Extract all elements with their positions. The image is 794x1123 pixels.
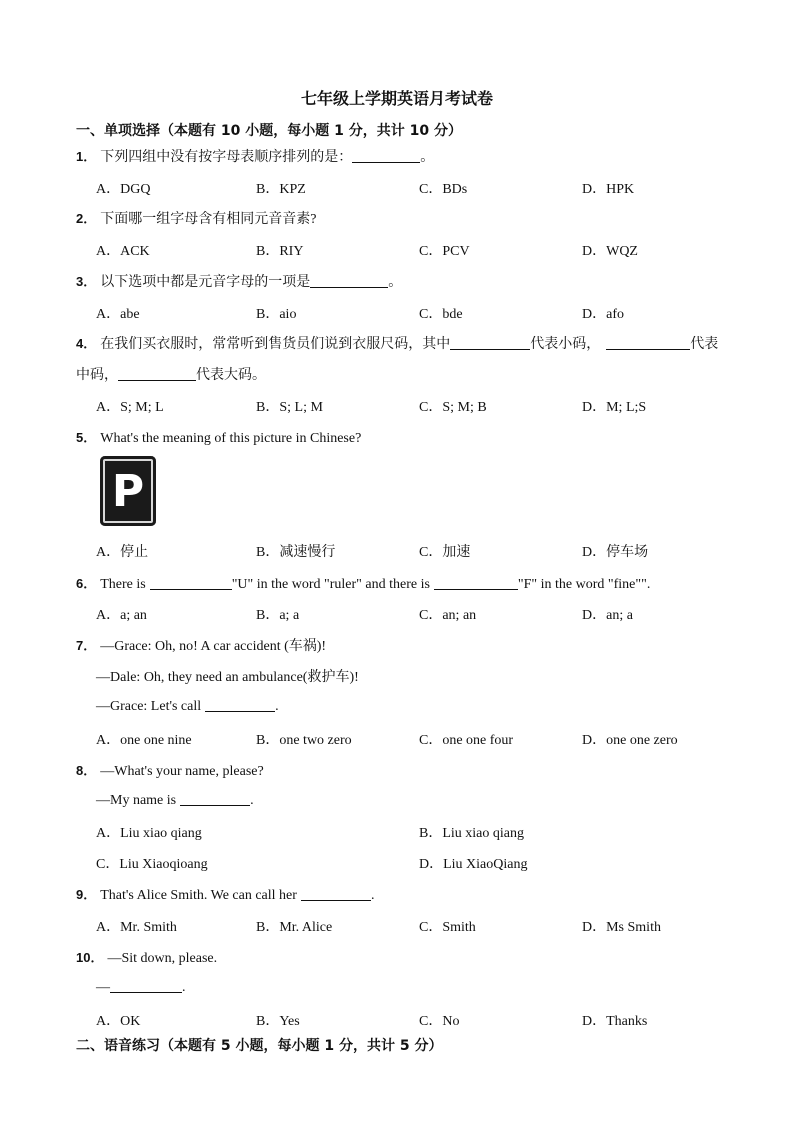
option-b: B．RIY bbox=[256, 244, 304, 259]
question-text: —Grace: Let's call bbox=[96, 699, 202, 714]
option-b: B．KPZ bbox=[256, 182, 306, 197]
answer-blank bbox=[434, 575, 518, 590]
question-number: 5． bbox=[76, 430, 97, 445]
option-b: B．Liu xiao qiang bbox=[419, 826, 524, 841]
answer-blank bbox=[310, 273, 388, 288]
question-text: 代表小码， bbox=[530, 337, 601, 352]
option-c: C．an; an bbox=[419, 608, 477, 623]
option-b: B．a; a bbox=[256, 608, 300, 623]
answer-blank bbox=[118, 366, 196, 381]
question-number: 6． bbox=[76, 576, 97, 591]
option-b: B．aio bbox=[256, 307, 297, 322]
option-c: C．PCV bbox=[419, 244, 470, 259]
question-number: 9． bbox=[76, 887, 97, 902]
question-5 bbox=[76, 427, 361, 447]
section-heading-2: 二、语音练习（本题有 5 小题，每小题 1 分，共计 5 分） bbox=[76, 1038, 443, 1054]
answer-blank bbox=[352, 148, 420, 163]
option-a: A．Mr. Smith bbox=[96, 920, 177, 935]
question-number: 10． bbox=[76, 950, 104, 965]
question-7 bbox=[76, 635, 326, 655]
question-number: 4． bbox=[76, 336, 97, 351]
option-b: B．Yes bbox=[256, 1014, 300, 1029]
section-heading-1: 一、单项选择（本题有 10 小题，每小题 1 分，共计 10 分） bbox=[76, 123, 462, 139]
question-text: That's Alice Smith. We can call her bbox=[100, 888, 297, 903]
question-end: 。 bbox=[388, 275, 403, 290]
question-3 bbox=[76, 271, 402, 291]
dialogue-line bbox=[96, 791, 254, 809]
question-text: "F" in the word "fine"". bbox=[517, 577, 651, 592]
option-d: D．afo bbox=[582, 307, 624, 322]
option-c: C．No bbox=[419, 1014, 460, 1029]
question-end: . bbox=[182, 980, 186, 995]
option-c: C．S; M; B bbox=[419, 400, 487, 415]
option-c: C．Smith bbox=[419, 920, 476, 935]
answer-blank bbox=[150, 575, 232, 590]
option-c: C．one one four bbox=[419, 733, 514, 748]
option-d: D．M; L;S bbox=[582, 400, 647, 415]
question-end: 。 bbox=[420, 150, 435, 165]
question-10 bbox=[76, 947, 217, 967]
option-b: B．减速慢行 bbox=[256, 545, 336, 560]
option-c: C．加速 bbox=[419, 545, 471, 560]
answer-blank bbox=[180, 791, 250, 806]
option-a: A．S; M; L bbox=[96, 400, 164, 415]
option-a: A．OK bbox=[96, 1014, 141, 1029]
question-6 bbox=[76, 573, 650, 593]
question-number: 2． bbox=[76, 211, 97, 226]
answer-blank bbox=[205, 697, 275, 712]
question-number: 7． bbox=[76, 638, 97, 653]
answer-blank bbox=[606, 335, 690, 350]
page-title: 七年级上学期英语月考试卷 bbox=[300, 89, 493, 108]
option-d: D．WQZ bbox=[582, 244, 638, 259]
question-text: 以下选项中都是元音字母的一项是 bbox=[100, 275, 311, 290]
question-1 bbox=[76, 146, 434, 166]
question-text: There is bbox=[100, 577, 146, 592]
option-a: A．Liu xiao qiang bbox=[96, 826, 202, 841]
question-text: —What's your name, please? bbox=[100, 764, 264, 779]
dialogue-line bbox=[96, 978, 186, 996]
question-end: . bbox=[275, 699, 279, 714]
option-d: D．an; a bbox=[582, 608, 633, 623]
option-d: D．Liu XiaoQiang bbox=[419, 857, 528, 872]
option-c: C．bde bbox=[419, 307, 463, 322]
question-4-continued bbox=[76, 364, 266, 384]
answer-blank bbox=[301, 886, 371, 901]
option-a: A．DGQ bbox=[96, 182, 151, 197]
question-2 bbox=[76, 208, 316, 228]
dialogue-line bbox=[96, 697, 279, 715]
option-b: B．Mr. Alice bbox=[256, 920, 333, 935]
dialogue-line: —Dale: Oh, they need an ambulance(救护车)! bbox=[96, 670, 359, 685]
question-text: 中码， bbox=[76, 368, 118, 383]
option-b: B．S; L; M bbox=[256, 400, 323, 415]
question-number: 1． bbox=[76, 149, 97, 164]
parking-sign-image: P bbox=[100, 456, 156, 526]
question-end: . bbox=[370, 888, 375, 903]
question-8 bbox=[76, 760, 264, 780]
option-a: A．one one nine bbox=[96, 733, 192, 748]
option-b: B．one two zero bbox=[256, 733, 352, 748]
question-text: —Grace: Oh, no! A car accident (车祸)! bbox=[100, 639, 327, 654]
option-d: D．停车场 bbox=[582, 545, 649, 560]
option-d: D．Thanks bbox=[582, 1014, 648, 1029]
question-text: What's the meaning of this picture in Chinese? bbox=[100, 431, 362, 446]
answer-blank bbox=[450, 335, 530, 350]
question-text: "U" in the word "ruler" and there is bbox=[231, 577, 430, 592]
question-number: 8． bbox=[76, 763, 97, 778]
answer-blank bbox=[110, 978, 182, 993]
question-text: —Sit down, please. bbox=[107, 951, 218, 966]
option-a: A．停止 bbox=[96, 545, 149, 560]
option-c: C．Liu Xiaoqioang bbox=[96, 857, 208, 872]
option-d: D．Ms Smith bbox=[582, 920, 661, 935]
option-a: A．abe bbox=[96, 307, 140, 322]
question-4 bbox=[76, 333, 718, 353]
question-text: —My name is bbox=[96, 793, 177, 808]
option-a: A．a; an bbox=[96, 608, 147, 623]
question-text: 代表 bbox=[690, 337, 719, 352]
question-end: . bbox=[250, 793, 254, 808]
option-c: C．BDs bbox=[419, 182, 468, 197]
question-text: 下面哪一组字母含有相同元音音素? bbox=[100, 212, 317, 227]
question-9 bbox=[76, 884, 374, 904]
question-number: 3． bbox=[76, 274, 97, 289]
question-text: — bbox=[96, 980, 110, 995]
question-text: 在我们买衣服时，常常听到售货员们说到衣服尺码，其中 bbox=[100, 337, 451, 352]
option-d: D．HPK bbox=[582, 182, 635, 197]
option-d: D．one one zero bbox=[582, 733, 678, 748]
option-a: A．ACK bbox=[96, 244, 150, 259]
question-text: 代表大码。 bbox=[196, 368, 266, 383]
question-text: 下列四组中没有按字母表顺序排列的是： bbox=[100, 150, 353, 165]
